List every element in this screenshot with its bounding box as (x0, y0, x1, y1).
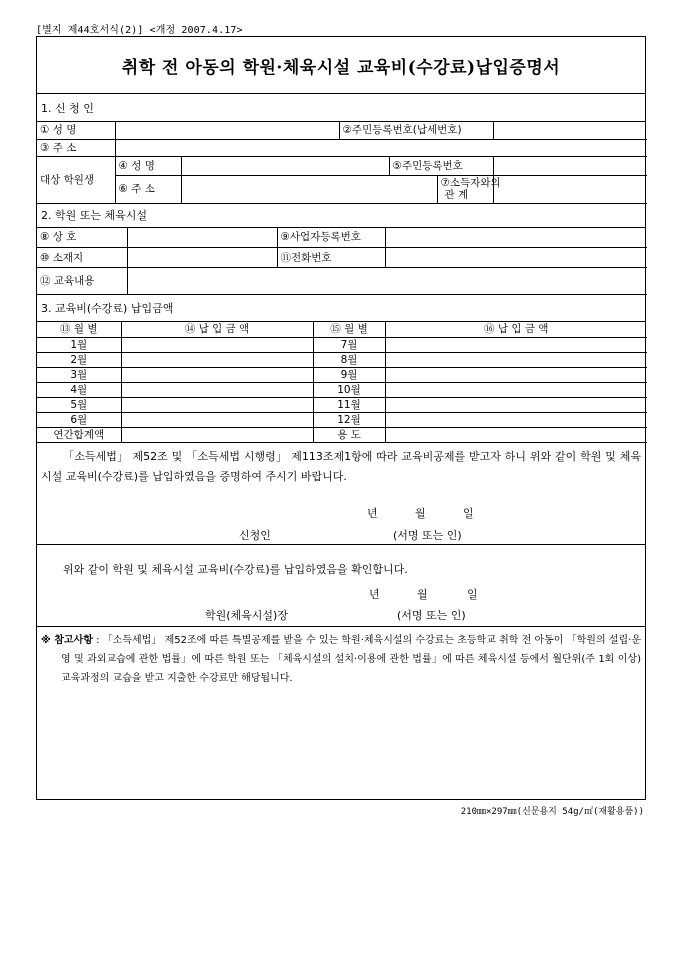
month-label: 5월 (37, 397, 121, 412)
month-header-left: ⑬ 월 별 (37, 322, 121, 337)
relation-label-line1: ⑦소득자와의 (440, 177, 501, 189)
month-label: 3월 (37, 367, 121, 382)
month-label: 12월 (313, 412, 385, 427)
request-text: 「소득세법」 제52조 및 「소득세법 시행령」 제113조제1항에 따라 교육비공제를 받고자 하니 위와 같이 학원 및 체육시설 교육비(수강료)를 납입하였음을 증명하여 주시기 바랍니다. (41, 449, 641, 483)
section1-heading: 1. 신 청 인 (37, 94, 645, 122)
confirm-month: 월 (417, 587, 428, 601)
amount-field[interactable] (385, 382, 647, 397)
form-title: 취학 전 아동의 학원·체육시설 교육비(수강료)납입증명서 (37, 37, 645, 94)
certificate-form (36, 36, 646, 800)
applicant-table (37, 122, 647, 204)
month-label: 9월 (313, 367, 385, 382)
student-address-field[interactable] (181, 175, 437, 203)
month-label: 1월 (37, 337, 121, 352)
reference-notes (37, 627, 645, 688)
amount-header-right: ⑯ 납 입 금 액 (385, 322, 647, 337)
amount-field[interactable] (121, 337, 313, 352)
purpose-field[interactable] (385, 427, 647, 442)
biz-no-label: ⑨사업자등록번호 (277, 228, 385, 248)
payment-table (37, 322, 647, 443)
month-label: 7월 (313, 337, 385, 352)
form-number: [별지 제44호서식(2)] <개정 2007.4.17> (36, 25, 243, 36)
applicant-label: 신청인 (239, 528, 271, 542)
amount-field[interactable] (385, 397, 647, 412)
student-label: 대상 학원생 (37, 156, 115, 203)
relation-field[interactable] (493, 175, 647, 203)
month-label: 6월 (37, 412, 121, 427)
amount-field[interactable] (121, 367, 313, 382)
amount-field[interactable] (385, 337, 647, 352)
student-rrn-label: ⑤주민등록번호 (389, 156, 493, 175)
month-label: 8월 (313, 352, 385, 367)
trade-name-label: ⑧ 상 호 (37, 228, 127, 248)
purpose-label: 용 도 (313, 427, 385, 442)
student-rrn-field[interactable] (493, 156, 647, 175)
month-header-right: ⑮ 월 별 (313, 322, 385, 337)
director-signature[interactable]: (서명 또는 인) (397, 608, 466, 622)
notes-text: : 「소득세법」 제52조에 따른 특별공제를 받을 수 있는 학원·체육시설의 수강료는 초등학교 취학 전 아동이 「학원의 설립·운영 및 과외교습에 관한 법률」에 따른 학원 또는 「체육시설의 설치·이용에 관한 법률」에 따른 체육시설 등에서 월단위(주 1회 이상) 교육과정의 교습을 받고 지출한 수강료만 해당됩니다. (61, 634, 641, 684)
amount-field[interactable] (121, 382, 313, 397)
amount-field[interactable] (121, 397, 313, 412)
content-label: ⑫ 교육내용 (37, 268, 127, 295)
annual-total-field[interactable] (121, 427, 313, 442)
annual-total-label: 연간합계액 (37, 427, 121, 442)
month-label: 4월 (37, 382, 121, 397)
amount-field[interactable] (121, 352, 313, 367)
biz-no-field[interactable] (385, 228, 647, 248)
student-name-label: ④ 성 명 (115, 156, 181, 175)
section3-heading: 3. 교육비(수강료) 납입금액 (37, 295, 645, 322)
relation-label-line2: 관 계 (444, 189, 469, 201)
applicant-name-label: ① 성 명 (37, 122, 115, 139)
applicant-name-field[interactable] (115, 122, 339, 139)
relation-label (437, 175, 501, 203)
confirm-block (37, 545, 645, 627)
month-label: 2월 (37, 352, 121, 367)
month-label: 11월 (313, 397, 385, 412)
director-label: 학원(체육시설)장 (205, 608, 288, 622)
location-label: ⑩ 소재지 (37, 248, 127, 268)
month-label: 10월 (313, 382, 385, 397)
confirm-day: 일 (467, 587, 478, 601)
request-year: 년 (367, 506, 378, 520)
student-address-label: ⑥ 주 소 (115, 175, 181, 203)
content-field[interactable] (127, 268, 647, 295)
facility-table (37, 228, 647, 296)
paper-spec: 210㎜×297㎜(신문용지 54g/㎡(재활용품)) (460, 807, 644, 817)
applicant-address-field[interactable] (115, 139, 647, 156)
phone-field[interactable] (385, 248, 647, 268)
student-name-field[interactable] (181, 156, 389, 175)
applicant-address-label: ③ 주 소 (37, 139, 115, 156)
amount-field[interactable] (121, 412, 313, 427)
trade-name-field[interactable] (127, 228, 277, 248)
notes-mark: ※ 참고사항 (41, 634, 93, 646)
amount-field[interactable] (385, 367, 647, 382)
request-block (37, 443, 645, 545)
location-field[interactable] (127, 248, 277, 268)
confirm-year: 년 (369, 587, 380, 601)
request-month: 월 (415, 506, 426, 520)
applicant-rrn-field[interactable] (493, 122, 647, 139)
phone-label: ⑪전화번호 (277, 248, 385, 268)
confirm-text: 위와 같이 학원 및 체육시설 교육비(수강료)를 납입하였음을 확인합니다. (63, 562, 408, 576)
request-day: 일 (463, 506, 474, 520)
amount-field[interactable] (385, 412, 647, 427)
applicant-signature[interactable]: (서명 또는 인) (393, 528, 462, 542)
section2-heading: 2. 학원 또는 체육시설 (37, 204, 645, 228)
applicant-rrn-label: ②주민등록번호(납세번호) (339, 122, 493, 139)
amount-header-left: ⑭ 납 입 금 액 (121, 322, 313, 337)
amount-field[interactable] (385, 352, 647, 367)
